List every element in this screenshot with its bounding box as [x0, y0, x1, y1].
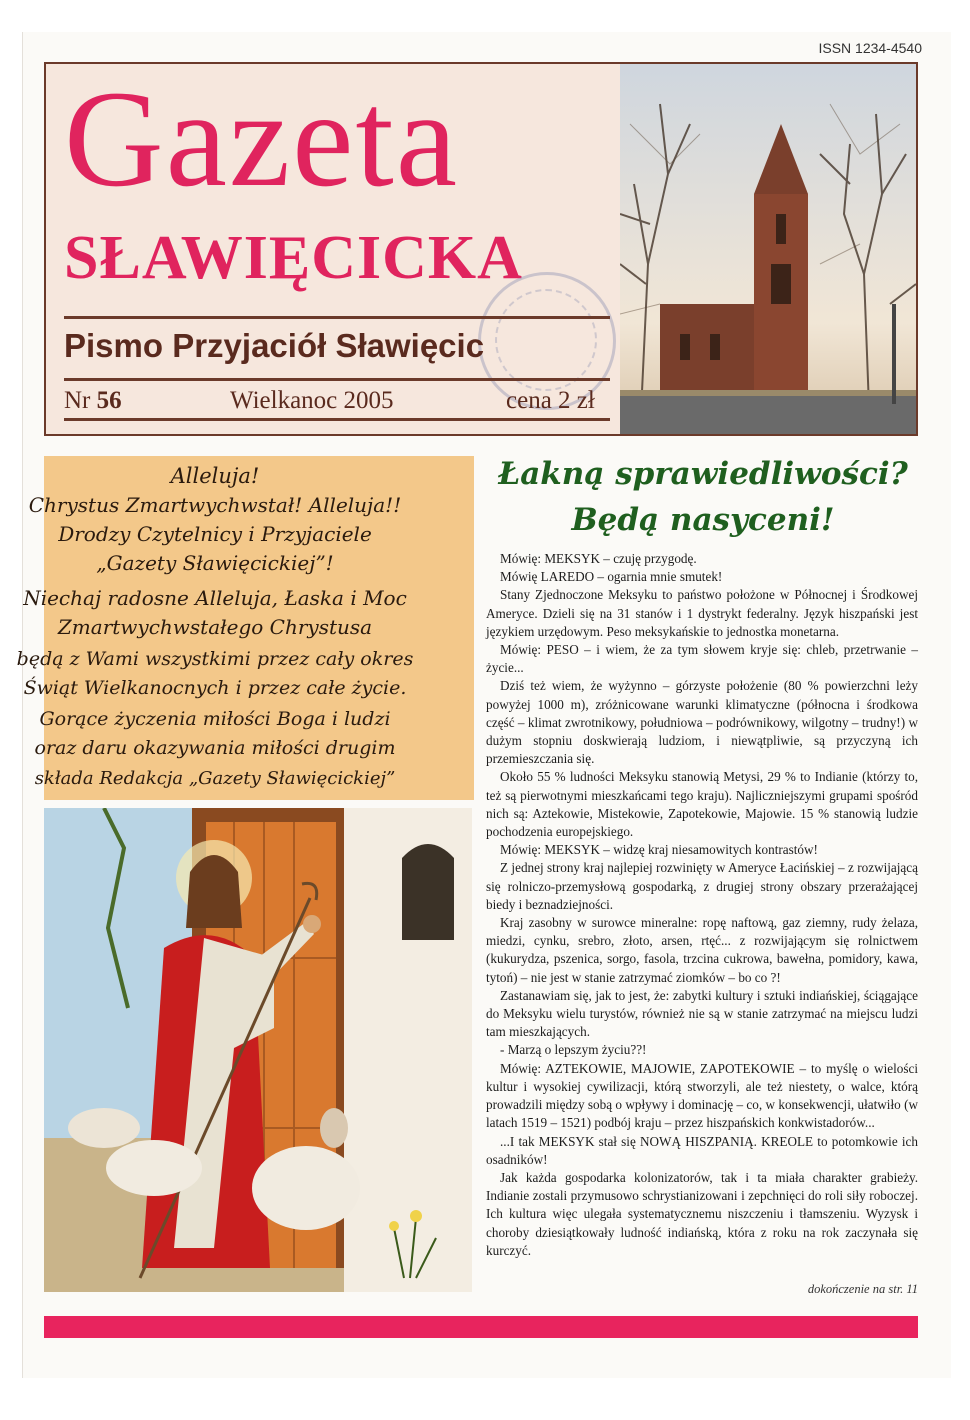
- article-paragraph: Kraj zasobny w surowce mineralne: ropę naftową, gaz ziemny, rudy żelaza, miedzi, cynku, srebro, złoto, arsen, rtęć... z rozwijającym się rolnictwem (kukurydza, pszenica, sorgo, fasola, trzcina cukrowa, bawełna, pomidory, kawa, tytoń) – nie jest w stanie zatrzymać ziomków – bo co ?!: [486, 915, 918, 985]
- masthead-rule-middle: [64, 378, 610, 381]
- greeting-line: Świąt Wielkanocnych i przez całe życie.: [23, 677, 407, 699]
- greeting-line: Gorące życzenia miłości Boga i ludzi: [39, 708, 391, 730]
- article-paragraph: Dziś też wiem, że wyżynno – górzyste położenie (80 % powierzchni leży powyżej 1000 m), zróżnicowane warunki klimatyczne (północna i środkowa część – klimat zwrotnikowy, południowa – podrównikowy, wilgotny – trudny!) w dużym stopniu doskwierają ludziom, i niewątpliwie, są przyczyną ich przemieszczania się.: [486, 678, 918, 767]
- article-paragraph: Z jednej strony kraj najlepiej rozwinięty w Ameryce Łacińskiej – z rozwijającą się rolniczo-przemysłową gospodarką, z drugiej strony obszary przerażającej biedy i beznadziejności.: [486, 860, 918, 912]
- issue-price: cena 2 zł: [506, 387, 595, 414]
- issn-number: ISSN 1234-4540: [818, 40, 922, 56]
- masthead-tagline: Pismo Przyjaciół Sławięcic: [64, 327, 485, 364]
- article-body: [486, 550, 918, 1260]
- article-paragraph: Mówię: AZTEKOWIE, MAJOWIE, ZAPOTEKOWIE – to myślę o wielości kultur i wysokiej cywilizacji, którą stworzyli, ale też niestety, o walce, którą prowadzili między sobą o wpływy i dominację – co, w konsekwencji, ułatwiło (w latach 1519 – 1521) podbój kraju – przez hiszpańskich konkwistadorów...: [486, 1060, 918, 1131]
- greeting-line: Alleluja!: [170, 464, 260, 488]
- issue-edition: Wielkanoc 2005: [230, 387, 394, 414]
- article-paragraph: Stany Zjednoczone Meksyku to państwo położone w Północnej i Środkowej Ameryce. Dzieli się na 31 stanów i 1 dystrykt federalny. Język hiszpański jest językiem urzędowym. Peso meksykańskie to jednostka monetarna.: [486, 587, 918, 639]
- masthead-rule-top: [64, 316, 610, 319]
- bottom-color-bar: [44, 1316, 918, 1338]
- title-slawiecicka: SŁAWIĘCICKA: [64, 224, 523, 292]
- jesus-knocking-illustration: [44, 808, 472, 1292]
- article-paragraph: Mówię: MEKSYK – czuję przygodę.: [500, 551, 697, 566]
- issue-number: Nr 56: [64, 387, 122, 414]
- article-paragraph: Mówię: PESO – i wiem, że za tym słowem kryje się: chleb, przetrwanie – życie...: [486, 642, 918, 676]
- greeting-line: „Gazety Sławięcickiej”!: [96, 551, 334, 575]
- masthead-rule-bottom: [64, 418, 610, 421]
- greeting-line: Zmartwychwstałego Chrystusa: [57, 615, 373, 639]
- title-gazeta: Gazeta: [64, 62, 460, 215]
- greeting-line: Niechaj radosne Alleluja, Łaska i Moc: [23, 586, 407, 610]
- article-paragraph: Mówię LAREDO – ogarnia mnie smutek!: [500, 569, 723, 585]
- article-paragraph: Około 55 % ludności Meksyku stanowią Metysi, 29 % to Indianie (którzy to, też są pierwotnymi mieszkańcami tego kraju). Najliczniejszymi grupami spośród nich są: Aztekowie, Mistekowie, Zapotekowie, Majowie. 15 % stanowią ludzie pochodzenia europejskiego.: [486, 769, 918, 840]
- article-paragraph: Mówię: MEKSYK – widzę kraj niesamowitych kontrastów!: [500, 842, 818, 858]
- greeting-line: będą z Wami wszystkimi przez cały okres: [16, 648, 414, 670]
- article-headline: Łakną sprawiedliwości?: [498, 456, 908, 492]
- greeting-line: składa Redakcja „Gazety Sławięcickiej”: [34, 768, 396, 789]
- church-photo: [620, 64, 916, 434]
- article-headline-second: Będą nasyceni!: [571, 502, 835, 538]
- article-paragraph: ...I tak MEKSYK stał się NOWĄ HISZPANIĄ. KREOLE to potomkowie ich osadników!: [486, 1133, 918, 1167]
- greeting-line: oraz daru okazywania miłości drugim: [34, 737, 396, 759]
- greeting-line: Chrystus Zmartwychwstał! Alleluja!!: [28, 493, 402, 517]
- article-paragraph: - Marzą o lepszym życiu??!: [500, 1042, 647, 1058]
- continued-note: dokończenie na str. 11: [807, 1282, 918, 1296]
- article-paragraph: Zastanawiam się, jak to jest, że: zabytki kultury i sztuki indiańskiej, ściągające do Meksyku wielu turystów, również nie są w stanie zatrzymać na miejscu ludzi tam mieszkających.: [486, 987, 918, 1040]
- article-paragraph: Jak każda gospodarka kolonizatorów, tak i ta miała charakter grabieży. Indianie zostali przymusowo schrystianizowani i zepchnięci do roli siły roboczej. Ich kultura więc ulegała systematycznemu niszczeniu i tłamszeniu. Wyzysk i choroby dziesiątkowały ludność indiańską, która z roku na rok zaczynała się kurczyć.: [486, 1169, 918, 1258]
- greeting-line: Drodzy Czytelnicy i Przyjaciele: [58, 522, 372, 546]
